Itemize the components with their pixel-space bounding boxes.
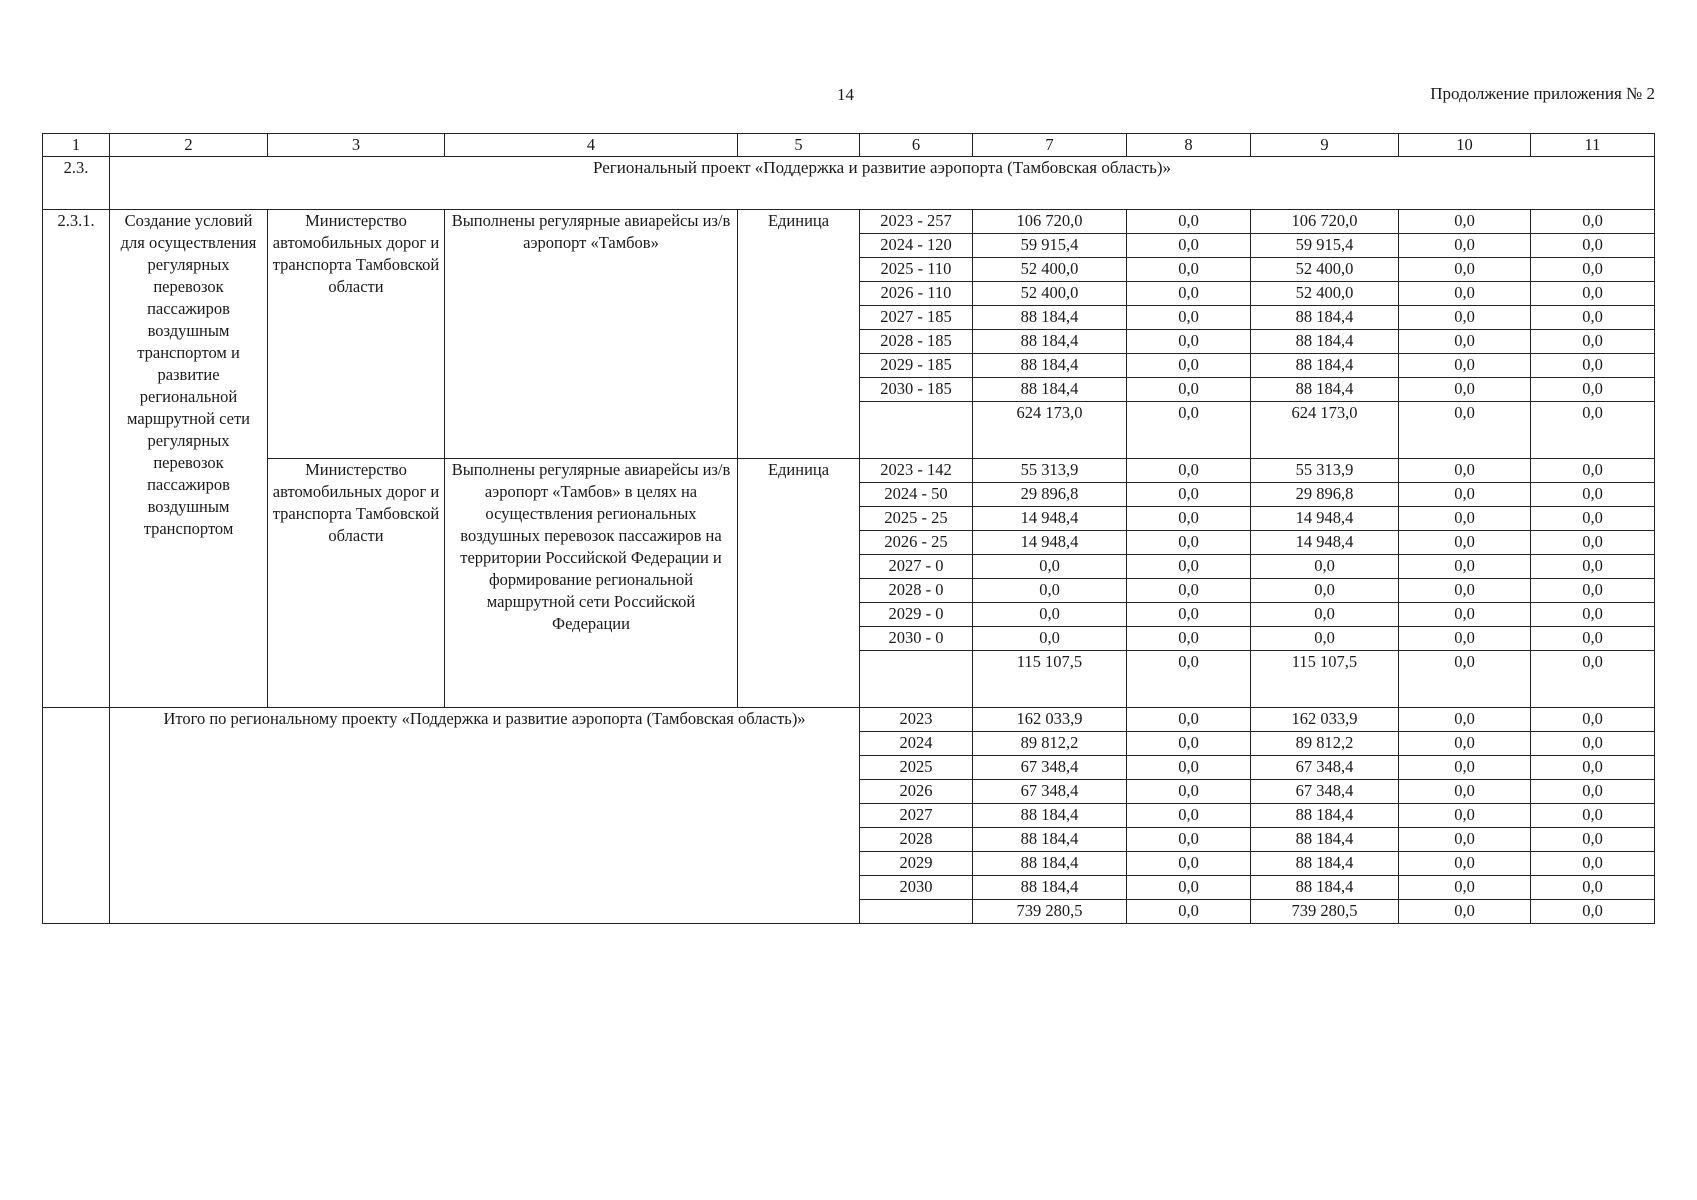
amount-other: 0,0 (1531, 900, 1655, 924)
amount-regional: 88 184,4 (1251, 876, 1399, 900)
amount-local: 0,0 (1399, 756, 1531, 780)
continuation-note: Продолжение приложения № 2 (1430, 84, 1655, 103)
amount-other: 0,0 (1531, 780, 1655, 804)
column-header: 5 (738, 134, 860, 157)
amount-local: 0,0 (1399, 732, 1531, 756)
amount-total: 55 313,9 (973, 459, 1127, 483)
amount-total: 14 948,4 (973, 531, 1127, 555)
amount-other: 0,0 (1531, 579, 1655, 603)
period-cell: 2025 - 110 (860, 258, 973, 282)
amount-total: 106 720,0 (973, 210, 1127, 234)
amount-other: 0,0 (1531, 459, 1655, 483)
amount-local: 0,0 (1399, 402, 1531, 459)
section-title: Региональный проект «Поддержка и развитие аэропорта (Тамбовская область)» (110, 157, 1655, 210)
summary-number-cell (43, 708, 110, 924)
period-cell: 2024 - 50 (860, 483, 973, 507)
amount-total: 624 173,0 (973, 402, 1127, 459)
amount-regional: 162 033,9 (1251, 708, 1399, 732)
amount-federal: 0,0 (1127, 402, 1251, 459)
amount-regional: 52 400,0 (1251, 258, 1399, 282)
period-cell: 2027 - 0 (860, 555, 973, 579)
amount-total: 52 400,0 (973, 282, 1127, 306)
amount-federal: 0,0 (1127, 780, 1251, 804)
amount-local: 0,0 (1399, 579, 1531, 603)
amount-local: 0,0 (1399, 627, 1531, 651)
period-cell: 2023 - 257 (860, 210, 973, 234)
amount-federal: 0,0 (1127, 555, 1251, 579)
amount-local: 0,0 (1399, 780, 1531, 804)
period-cell: 2024 (860, 732, 973, 756)
amount-regional: 59 915,4 (1251, 234, 1399, 258)
amount-other: 0,0 (1531, 876, 1655, 900)
amount-federal: 0,0 (1127, 483, 1251, 507)
period-cell (860, 651, 973, 708)
amount-total: 67 348,4 (973, 756, 1127, 780)
period-cell (860, 402, 973, 459)
amount-federal: 0,0 (1127, 708, 1251, 732)
amount-local: 0,0 (1399, 708, 1531, 732)
amount-total: 29 896,8 (973, 483, 1127, 507)
amount-regional: 88 184,4 (1251, 804, 1399, 828)
amount-total: 88 184,4 (973, 876, 1127, 900)
amount-local: 0,0 (1399, 651, 1531, 708)
amount-other: 0,0 (1531, 282, 1655, 306)
executor-cell: Министерство автомобильных дорог и транспорта Тамбовской области (268, 459, 445, 708)
amount-regional: 624 173,0 (1251, 402, 1399, 459)
amount-regional: 88 184,4 (1251, 852, 1399, 876)
amount-other: 0,0 (1531, 402, 1655, 459)
amount-total: 88 184,4 (973, 330, 1127, 354)
amount-other: 0,0 (1531, 828, 1655, 852)
amount-regional: 67 348,4 (1251, 780, 1399, 804)
amount-regional: 88 184,4 (1251, 378, 1399, 402)
period-cell: 2027 - 185 (860, 306, 973, 330)
amount-federal: 0,0 (1127, 531, 1251, 555)
amount-regional: 89 812,2 (1251, 732, 1399, 756)
amount-federal: 0,0 (1127, 900, 1251, 924)
unit-cell: Единица (738, 210, 860, 459)
amount-federal: 0,0 (1127, 282, 1251, 306)
amount-federal: 0,0 (1127, 330, 1251, 354)
period-cell: 2029 - 185 (860, 354, 973, 378)
amount-federal: 0,0 (1127, 852, 1251, 876)
amount-total: 115 107,5 (973, 651, 1127, 708)
amount-local: 0,0 (1399, 900, 1531, 924)
section-number: 2.3. (43, 157, 110, 210)
amount-federal: 0,0 (1127, 627, 1251, 651)
amount-local: 0,0 (1399, 828, 1531, 852)
amount-regional: 739 280,5 (1251, 900, 1399, 924)
amount-regional: 88 184,4 (1251, 306, 1399, 330)
amount-local: 0,0 (1399, 459, 1531, 483)
amount-other: 0,0 (1531, 306, 1655, 330)
amount-total: 0,0 (973, 627, 1127, 651)
amount-local: 0,0 (1399, 804, 1531, 828)
amount-regional: 0,0 (1251, 627, 1399, 651)
amount-federal: 0,0 (1127, 234, 1251, 258)
data-row (43, 210, 1655, 234)
result-cell: Выполнены регулярные авиарейсы из/в аэропорт «Тамбов» в целях на осуществления региональных воздушных перевозок пассажиров на территории Российской Федерации и формирование региональной маршрутной сети Российской Федерации (445, 459, 738, 708)
amount-regional: 88 184,4 (1251, 828, 1399, 852)
amount-total: 88 184,4 (973, 378, 1127, 402)
amount-regional: 0,0 (1251, 579, 1399, 603)
amount-other: 0,0 (1531, 708, 1655, 732)
amount-regional: 14 948,4 (1251, 507, 1399, 531)
amount-total: 14 948,4 (973, 507, 1127, 531)
amount-other: 0,0 (1531, 555, 1655, 579)
summary-row (43, 708, 1655, 732)
amount-federal: 0,0 (1127, 258, 1251, 282)
amount-other: 0,0 (1531, 804, 1655, 828)
amount-regional: 88 184,4 (1251, 330, 1399, 354)
amount-other: 0,0 (1531, 756, 1655, 780)
result-cell: Выполнены регулярные авиарейсы из/в аэропорт «Тамбов» (445, 210, 738, 459)
amount-regional: 67 348,4 (1251, 756, 1399, 780)
period-cell: 2026 (860, 780, 973, 804)
column-header: 4 (445, 134, 738, 157)
amount-federal: 0,0 (1127, 579, 1251, 603)
amount-regional: 52 400,0 (1251, 282, 1399, 306)
column-header: 9 (1251, 134, 1399, 157)
amount-local: 0,0 (1399, 555, 1531, 579)
column-header: 2 (110, 134, 268, 157)
executor-cell: Министерство автомобильных дорог и транспорта Тамбовской области (268, 210, 445, 459)
amount-other: 0,0 (1531, 531, 1655, 555)
period-cell: 2026 - 110 (860, 282, 973, 306)
amount-local: 0,0 (1399, 330, 1531, 354)
amount-regional: 106 720,0 (1251, 210, 1399, 234)
data-row (43, 459, 1655, 483)
column-header: 8 (1127, 134, 1251, 157)
amount-local: 0,0 (1399, 507, 1531, 531)
amount-other: 0,0 (1531, 603, 1655, 627)
period-cell: 2028 - 0 (860, 579, 973, 603)
column-header: 7 (973, 134, 1127, 157)
amount-federal: 0,0 (1127, 507, 1251, 531)
amount-federal: 0,0 (1127, 828, 1251, 852)
amount-federal: 0,0 (1127, 603, 1251, 627)
amount-regional: 115 107,5 (1251, 651, 1399, 708)
period-cell: 2029 (860, 852, 973, 876)
amount-other: 0,0 (1531, 732, 1655, 756)
period-cell: 2027 (860, 804, 973, 828)
amount-total: 88 184,4 (973, 852, 1127, 876)
amount-other: 0,0 (1531, 210, 1655, 234)
column-header: 1 (43, 134, 110, 157)
amount-other: 0,0 (1531, 483, 1655, 507)
amount-local: 0,0 (1399, 531, 1531, 555)
amount-local: 0,0 (1399, 483, 1531, 507)
amount-federal: 0,0 (1127, 306, 1251, 330)
amount-total: 88 184,4 (973, 804, 1127, 828)
amount-federal: 0,0 (1127, 804, 1251, 828)
amount-other: 0,0 (1531, 852, 1655, 876)
amount-federal: 0,0 (1127, 651, 1251, 708)
amount-total: 162 033,9 (973, 708, 1127, 732)
amount-total: 88 184,4 (973, 828, 1127, 852)
amount-local: 0,0 (1399, 282, 1531, 306)
period-cell: 2030 (860, 876, 973, 900)
amount-local: 0,0 (1399, 354, 1531, 378)
amount-local: 0,0 (1399, 378, 1531, 402)
item-number: 2.3.1. (43, 210, 110, 708)
period-cell: 2029 - 0 (860, 603, 973, 627)
amount-other: 0,0 (1531, 651, 1655, 708)
amount-other: 0,0 (1531, 234, 1655, 258)
period-cell: 2028 (860, 828, 973, 852)
amount-other: 0,0 (1531, 507, 1655, 531)
amount-federal: 0,0 (1127, 732, 1251, 756)
period-cell (860, 900, 973, 924)
amount-federal: 0,0 (1127, 378, 1251, 402)
amount-total: 67 348,4 (973, 780, 1127, 804)
column-header-row (43, 134, 1655, 157)
amount-regional: 29 896,8 (1251, 483, 1399, 507)
period-cell: 2030 - 185 (860, 378, 973, 402)
amount-total: 739 280,5 (973, 900, 1127, 924)
amount-regional: 55 313,9 (1251, 459, 1399, 483)
amount-total: 0,0 (973, 603, 1127, 627)
amount-federal: 0,0 (1127, 756, 1251, 780)
amount-total: 88 184,4 (973, 354, 1127, 378)
amount-federal: 0,0 (1127, 354, 1251, 378)
amount-regional: 0,0 (1251, 555, 1399, 579)
amount-local: 0,0 (1399, 852, 1531, 876)
amount-local: 0,0 (1399, 876, 1531, 900)
amount-local: 0,0 (1399, 234, 1531, 258)
amount-other: 0,0 (1531, 258, 1655, 282)
period-cell: 2025 (860, 756, 973, 780)
amount-local: 0,0 (1399, 210, 1531, 234)
amount-total: 0,0 (973, 555, 1127, 579)
amount-federal: 0,0 (1127, 876, 1251, 900)
summary-label: Итого по региональному проекту «Поддержка и развитие аэропорта (Тамбовская область)» (110, 708, 860, 924)
section-row (43, 157, 1655, 210)
column-header: 11 (1531, 134, 1655, 157)
amount-total: 52 400,0 (973, 258, 1127, 282)
column-header: 10 (1399, 134, 1531, 157)
amount-total: 0,0 (973, 579, 1127, 603)
amount-federal: 0,0 (1127, 459, 1251, 483)
amount-regional: 88 184,4 (1251, 354, 1399, 378)
amount-total: 89 812,2 (973, 732, 1127, 756)
financing-table (42, 133, 1655, 924)
period-cell: 2023 - 142 (860, 459, 973, 483)
amount-other: 0,0 (1531, 378, 1655, 402)
amount-local: 0,0 (1399, 603, 1531, 627)
period-cell: 2023 (860, 708, 973, 732)
amount-regional: 0,0 (1251, 603, 1399, 627)
period-cell: 2026 - 25 (860, 531, 973, 555)
amount-local: 0,0 (1399, 258, 1531, 282)
amount-other: 0,0 (1531, 354, 1655, 378)
page-number: 14 (837, 85, 854, 104)
amount-total: 59 915,4 (973, 234, 1127, 258)
period-cell: 2028 - 185 (860, 330, 973, 354)
period-cell: 2030 - 0 (860, 627, 973, 651)
amount-federal: 0,0 (1127, 210, 1251, 234)
column-header: 3 (268, 134, 445, 157)
amount-other: 0,0 (1531, 330, 1655, 354)
unit-cell: Единица (738, 459, 860, 708)
item-name: Создание условий для осуществления регулярных перевозок пассажиров воздушным транспортом и развитие региональной маршрутной сети регулярных перевозок пассажиров воздушным транспортом (110, 210, 268, 708)
amount-other: 0,0 (1531, 627, 1655, 651)
column-header: 6 (860, 134, 973, 157)
amount-total: 88 184,4 (973, 306, 1127, 330)
period-cell: 2024 - 120 (860, 234, 973, 258)
period-cell: 2025 - 25 (860, 507, 973, 531)
amount-regional: 14 948,4 (1251, 531, 1399, 555)
amount-local: 0,0 (1399, 306, 1531, 330)
